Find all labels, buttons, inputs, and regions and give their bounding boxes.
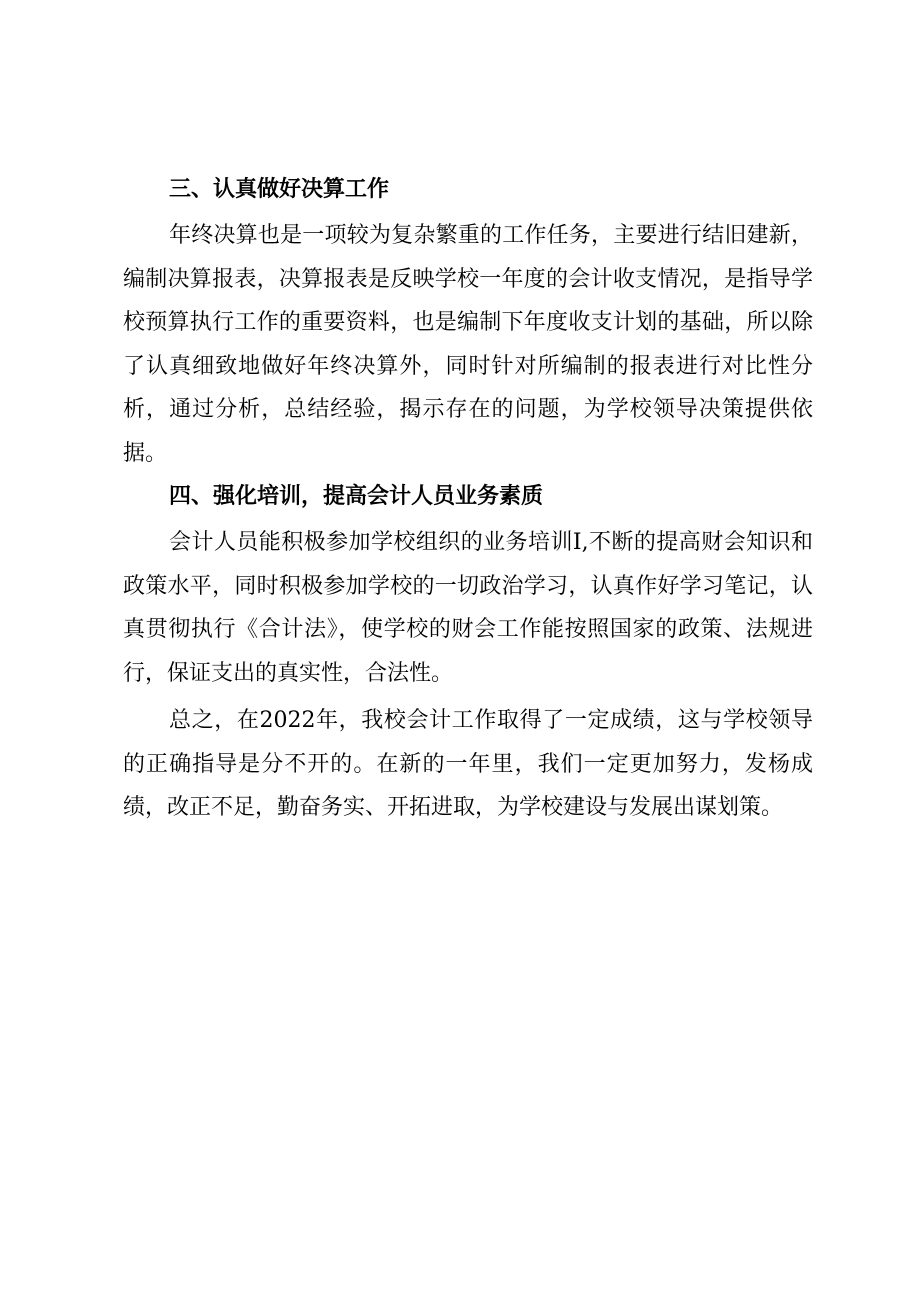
section-paragraph-final-accounts: 年终决算也是一项较为复杂繁重的工作任务，主要进行结旧建新，编制决算报表，决算报表是反映学校一年度的会计收支情况，是指导学校预算执行工作的重要资料，也是编制下年度收支计划的基础，所以除了认真细致地做好年终决算外，同时针对所编制的报表进行对比性分析，通过分析，总结经验，揭示存在的问题，为学校领导决策提供依据。 bbox=[123, 223, 813, 466]
conclusion-paragraph: 总之，在2022年，我校会计工作取得了一定成绩，这与学校领导的正确指导是分不开的。在新的一年里，我们一定更加努力，发杨成绩，改正不足，勤奋务实、开拓进取，为学校建设与发展出谋划策。 bbox=[123, 708, 813, 820]
section-paragraph-training: 会计人员能积极参加学校组织的业务培训I,不断的提高财会知识和政策水平，同时积极参加学校的一切政治学习，认真作好学习笔记，认真贯彻执行《合计法》，使学校的财会工作能按照国家的政策、法规进行，保证支出的真实性，合法性。 bbox=[123, 530, 813, 686]
section-heading-training: 四、强化培训，提高会计人员业务素质 bbox=[169, 484, 544, 509]
document-body bbox=[123, 172, 813, 834]
section-heading-final-accounts: 三、认真做好决算工作 bbox=[169, 177, 390, 202]
